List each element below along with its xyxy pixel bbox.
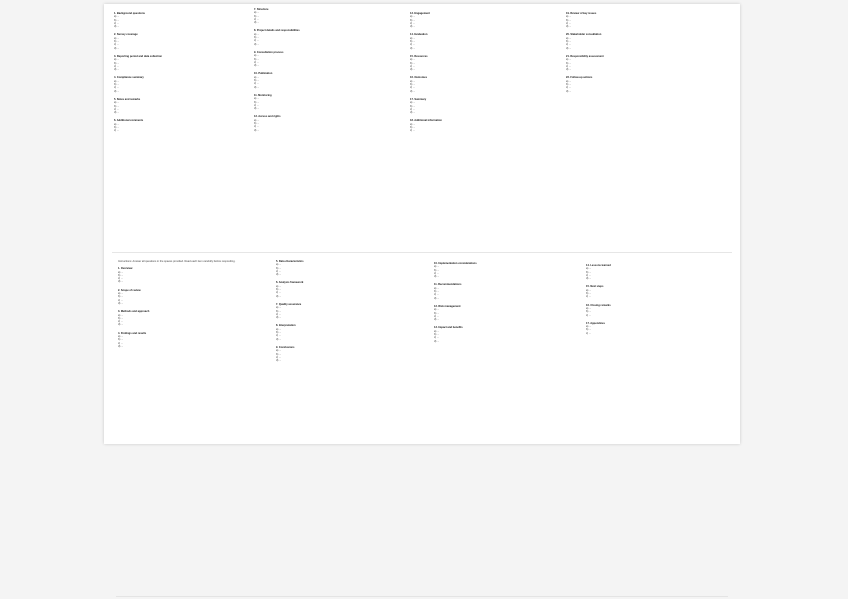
question-line: c) ...: [434, 293, 440, 297]
question-line: c) ...: [566, 21, 572, 25]
question-line: c) ...: [410, 43, 416, 47]
question-line: a) ...: [586, 325, 592, 329]
question-line: d) ...: [254, 107, 260, 111]
question-section: [118, 310, 268, 326]
question-line: d) ...: [254, 64, 260, 68]
footer-divider: [116, 596, 728, 597]
question-line: d) ...: [114, 25, 120, 29]
question-line: d) ...: [276, 273, 282, 277]
section-title: 15. Next steps: [586, 285, 604, 289]
section-title: 16. Outcomes: [410, 76, 428, 80]
document-page: [104, 4, 740, 444]
question-line: c) ...: [254, 103, 260, 107]
question-section: [254, 94, 404, 110]
question-line: d) ...: [434, 275, 440, 279]
question-line: c) ...: [434, 271, 440, 275]
question-line: a) ...: [566, 15, 572, 19]
question-line: a) ...: [586, 267, 592, 271]
section-title: 11. Recommendations: [434, 283, 462, 287]
section-title: 7. Structure: [254, 8, 269, 11]
question-line: d) ...: [410, 25, 416, 29]
question-section: [434, 305, 584, 321]
section-title: 13. Engagement: [410, 12, 430, 15]
question-line: a) ...: [410, 58, 416, 62]
question-line: b) ...: [410, 40, 416, 44]
question-section: [434, 283, 584, 299]
question-section: [254, 51, 404, 67]
question-line: a) ...: [276, 263, 282, 267]
section-title: 15. Resources: [410, 54, 428, 58]
question-line: a) ...: [434, 308, 440, 312]
question-line: d) ...: [114, 89, 120, 93]
question-line: d) ...: [434, 296, 440, 300]
question-line: b) ...: [114, 83, 120, 87]
question-line: b) ...: [254, 57, 260, 61]
bottom-columns-1: [118, 260, 268, 353]
question-section: [276, 260, 428, 276]
question-line: b) ...: [276, 266, 282, 270]
question-section: [254, 72, 404, 88]
question-line: c) ...: [276, 334, 282, 338]
question-line: c) ...: [566, 86, 572, 90]
section-title: 22. Follow-up actions: [566, 76, 593, 80]
question-section: [586, 322, 728, 335]
question-line: d) ...: [114, 111, 120, 115]
section-title: 5. Notes and remarks: [114, 97, 141, 101]
question-line: b) ...: [410, 83, 416, 87]
section-title: 8. Interpretation: [276, 324, 296, 328]
question-line: a) ...: [434, 286, 440, 290]
question-line: b) ...: [276, 288, 282, 292]
question-line: c) ...: [114, 21, 120, 25]
section-title: 8. Project details and responsibilities: [254, 29, 300, 33]
question-line: b) ...: [566, 83, 572, 87]
question-line: a) ...: [276, 306, 282, 310]
question-line: c) ...: [276, 355, 282, 359]
question-line: b) ...: [566, 40, 572, 44]
question-line: c) ...: [586, 313, 592, 317]
question-line: c) ...: [118, 320, 124, 324]
question-line: b) ...: [254, 14, 260, 18]
section-title: 4. Compliance summary: [114, 76, 144, 80]
section-title: 4. Findings and results: [118, 331, 147, 335]
section-title: 7. Quality assurance: [276, 302, 302, 306]
question-line: a) ...: [276, 327, 282, 331]
question-line: a) ...: [114, 79, 120, 83]
question-line: c) ...: [586, 273, 592, 277]
question-section: [410, 33, 560, 49]
question-section: [254, 115, 404, 131]
question-line: b) ...: [254, 100, 260, 104]
question-line: c) ...: [254, 125, 260, 129]
question-line: d) ...: [276, 337, 282, 341]
question-section: [566, 55, 726, 71]
question-line: a) ...: [114, 36, 120, 40]
section-title: 1. Overview: [118, 267, 133, 271]
question-section: [410, 119, 560, 132]
section-title: 10. Publication: [254, 72, 273, 76]
question-line: a) ...: [118, 313, 124, 317]
question-line: c) ...: [118, 277, 124, 281]
section-title: 13. Impact and benefits: [434, 326, 463, 330]
question-line: b) ...: [114, 126, 120, 130]
question-line: d) ...: [586, 277, 592, 281]
question-line: b) ...: [410, 18, 416, 22]
section-title: 17. Appendices: [586, 321, 605, 325]
question-line: c) ...: [410, 21, 416, 25]
question-line: b) ...: [276, 309, 282, 313]
question-line: b) ...: [566, 18, 572, 22]
question-line: a) ...: [566, 36, 572, 40]
question-section: [114, 119, 254, 132]
question-section: [276, 324, 428, 340]
question-line: c) ...: [114, 64, 120, 68]
question-line: a) ...: [276, 349, 282, 353]
question-section: [410, 55, 560, 71]
question-line: d) ...: [276, 316, 282, 320]
section-title: 19. Review of key issues: [566, 12, 597, 15]
question-line: d) ...: [434, 318, 440, 322]
question-line: c) ...: [566, 64, 572, 68]
section-title: 6. Additional comments: [114, 119, 144, 123]
question-line: c) ...: [410, 107, 416, 111]
question-line: b) ...: [118, 273, 124, 277]
question-line: b) ...: [586, 270, 592, 274]
question-line: b) ...: [410, 61, 416, 65]
question-line: c) ...: [254, 39, 260, 43]
question-line: a) ...: [254, 97, 260, 101]
question-line: d) ...: [254, 85, 260, 89]
question-line: c) ...: [254, 60, 260, 64]
question-line: b) ...: [434, 333, 440, 337]
question-section: [434, 326, 584, 342]
question-line: c) ...: [434, 336, 440, 340]
question-line: c) ...: [410, 129, 416, 133]
question-line: d) ...: [566, 46, 572, 50]
bottom-columns-4: [586, 264, 728, 340]
section-title: 2. Survey coverage: [114, 33, 138, 37]
question-section: [586, 264, 728, 280]
question-line: b) ...: [114, 18, 120, 22]
question-line: d) ...: [410, 46, 416, 50]
question-section: [276, 281, 428, 297]
question-section: [276, 346, 428, 362]
question-line: d) ...: [434, 339, 440, 343]
question-line: d) ...: [410, 68, 416, 72]
question-section: [118, 267, 268, 283]
question-line: a) ...: [566, 58, 572, 62]
question-line: d) ...: [118, 344, 124, 348]
section-title: 11. Monitoring: [254, 93, 272, 97]
question-line: d) ...: [566, 68, 572, 72]
question-line: c) ...: [276, 291, 282, 295]
section-title: 1. Background questions: [114, 12, 145, 15]
question-line: d) ...: [114, 46, 120, 50]
section-title: 5. Data characteristics: [276, 260, 304, 263]
question-line: a) ...: [114, 122, 120, 126]
question-line: a) ...: [586, 288, 592, 292]
question-line: a) ...: [434, 265, 440, 269]
bottom-columns-3: [434, 262, 584, 348]
question-line: b) ...: [114, 61, 120, 65]
section-title: 14. Evaluation: [410, 33, 428, 37]
question-line: d) ...: [254, 128, 260, 132]
section-title: 3. Reporting period and data collection: [114, 54, 162, 58]
section-title: 21. Responsibility assessment: [566, 54, 604, 58]
question-line: a) ...: [410, 79, 416, 83]
top-columns-3: [410, 12, 560, 138]
question-section: [566, 12, 726, 28]
question-line: a) ...: [118, 292, 124, 296]
question-line: c) ...: [118, 341, 124, 345]
question-line: b) ...: [254, 79, 260, 83]
question-line: d) ...: [276, 294, 282, 298]
question-line: b) ...: [118, 295, 124, 299]
question-line: d) ...: [114, 68, 120, 72]
question-section: [410, 12, 560, 28]
question-line: b) ...: [410, 126, 416, 130]
top-columns-4: [566, 12, 726, 98]
question-line: b) ...: [434, 268, 440, 272]
question-section: [114, 76, 254, 92]
question-line: b) ...: [254, 122, 260, 126]
question-line: d) ...: [254, 42, 260, 46]
question-line: c) ...: [114, 43, 120, 47]
question-line: d) ...: [118, 323, 124, 327]
question-line: d) ...: [118, 301, 124, 305]
section-title: 3. Methods and approach: [118, 310, 150, 314]
question-line: c) ...: [566, 43, 572, 47]
question-line: c) ...: [276, 312, 282, 316]
question-line: c) ...: [586, 295, 592, 299]
question-line: a) ...: [276, 284, 282, 288]
section-title: 12. Access and rights: [254, 115, 281, 119]
section-title: 16. Closing remarks: [586, 303, 611, 307]
question-line: a) ...: [118, 335, 124, 339]
question-line: b) ...: [566, 61, 572, 65]
bottom-columns-2: [276, 260, 428, 367]
question-line: a) ...: [118, 270, 124, 274]
question-line: a) ...: [410, 101, 416, 105]
section-title: 14. Lessons learned: [586, 264, 611, 267]
section-title: 6. Analysis framework: [276, 281, 304, 285]
question-line: a) ...: [254, 11, 260, 15]
question-line: d) ...: [254, 21, 260, 25]
question-section: [566, 76, 726, 92]
question-line: b) ...: [254, 36, 260, 40]
question-line: b) ...: [586, 328, 592, 332]
question-line: a) ...: [586, 306, 592, 310]
question-section: [410, 98, 560, 114]
question-line: a) ...: [410, 15, 416, 19]
question-line: b) ...: [434, 290, 440, 294]
question-line: a) ...: [254, 75, 260, 79]
section-title: 9. Consultation process: [254, 50, 284, 54]
question-line: a) ...: [410, 36, 416, 40]
question-line: a) ...: [254, 118, 260, 122]
question-line: d) ...: [410, 89, 416, 93]
question-section: [410, 76, 560, 92]
section-title: 9. Conclusions: [276, 345, 295, 349]
question-line: a) ...: [434, 329, 440, 333]
question-section: [114, 55, 254, 71]
question-line: c) ...: [276, 269, 282, 273]
question-section: [114, 12, 254, 28]
question-line: c) ...: [114, 129, 120, 133]
question-line: c) ...: [254, 17, 260, 21]
section-title: 10. Implementation considerations: [434, 262, 477, 265]
question-line: d) ...: [118, 280, 124, 284]
question-line: b) ...: [434, 311, 440, 315]
question-section: [586, 285, 728, 298]
question-line: d) ...: [566, 89, 572, 93]
question-line: b) ...: [410, 104, 416, 108]
question-line: c) ...: [254, 82, 260, 86]
question-line: c) ...: [118, 298, 124, 302]
instructions-text: Instructions: Answer all questions in the spaces provided. Read each item carefully before responding.: [118, 260, 236, 263]
question-line: a) ...: [114, 101, 120, 105]
question-section: [114, 98, 254, 114]
question-line: c) ...: [410, 86, 416, 90]
question-line: c) ...: [114, 86, 120, 90]
question-line: b) ...: [118, 316, 124, 320]
top-columns-2: [254, 8, 404, 137]
question-line: a) ...: [114, 58, 120, 62]
question-section: [434, 262, 584, 278]
question-line: a) ...: [114, 15, 120, 19]
question-section: [586, 304, 728, 317]
section-title: 17. Summary: [410, 97, 427, 101]
question-line: a) ...: [410, 122, 416, 126]
question-line: b) ...: [118, 338, 124, 342]
section-divider: [112, 252, 732, 253]
question-line: b) ...: [114, 40, 120, 44]
question-line: a) ...: [254, 54, 260, 58]
section-title: 18. Additional information: [410, 119, 442, 123]
question-section: [114, 33, 254, 49]
section-title: 12. Risk management: [434, 304, 461, 308]
question-line: d) ...: [276, 359, 282, 363]
question-line: b) ...: [586, 292, 592, 296]
question-section: [254, 8, 404, 24]
question-line: b) ...: [276, 331, 282, 335]
question-line: b) ...: [114, 104, 120, 108]
question-line: c) ...: [434, 314, 440, 318]
question-line: c) ...: [410, 64, 416, 68]
question-section: [276, 303, 428, 319]
question-line: c) ...: [586, 331, 592, 335]
question-line: c) ...: [114, 107, 120, 111]
question-line: d) ...: [410, 111, 416, 115]
top-columns-1: [114, 12, 254, 138]
question-line: a) ...: [566, 79, 572, 83]
question-section: [254, 29, 404, 45]
question-section: [566, 33, 726, 49]
question-line: a) ...: [254, 32, 260, 36]
question-line: b) ...: [586, 310, 592, 314]
section-title: 20. Stakeholder consultation: [566, 33, 602, 37]
question-section: [118, 332, 268, 348]
question-line: b) ...: [276, 352, 282, 356]
question-section: [118, 289, 268, 305]
section-title: 2. Scope of review: [118, 288, 141, 292]
question-line: d) ...: [566, 25, 572, 29]
